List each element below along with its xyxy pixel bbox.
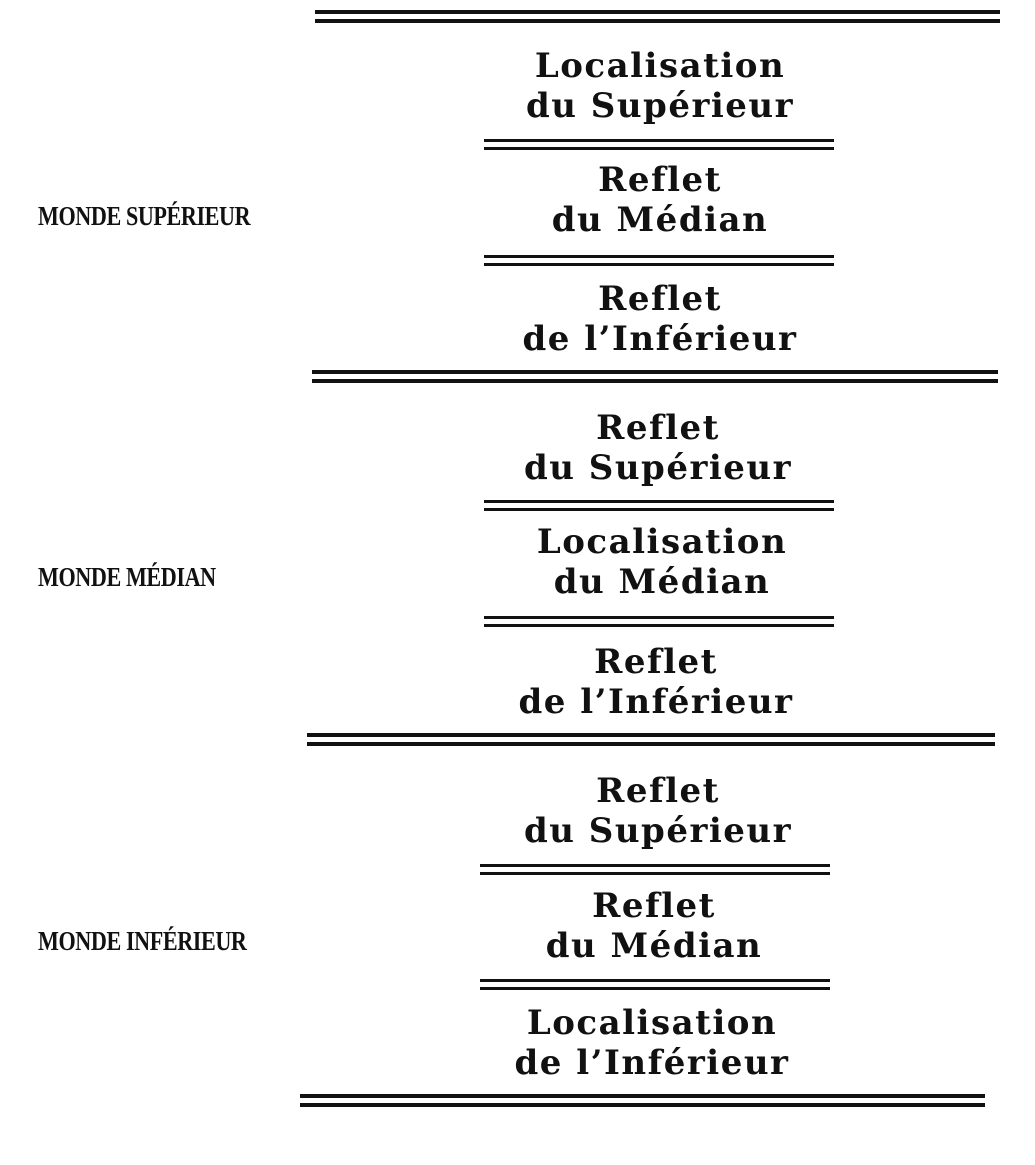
cell-inferieur-3 [452,1003,852,1083]
cell-median-3 [456,642,856,722]
cell-line-1: Localisation [526,1003,778,1043]
rule-superieur-2 [484,255,834,266]
rule-median-1 [484,500,834,511]
cell-superieur-2 [460,160,860,240]
cell-line-2: du Supérieur [523,811,793,851]
cell-line-1: Reflet [596,408,720,448]
cell-line-1: Reflet [596,771,720,811]
world-label-inferieur: MONDE INFÉRIEUR [38,926,247,956]
cell-superieur-1 [460,46,860,126]
cell-line-2: de l’Inférieur [522,319,798,359]
cell-line-1: Reflet [592,886,716,926]
cell-line-2: du Médian [545,926,763,966]
cell-line-2: du Médian [551,200,769,240]
cell-median-1 [458,408,858,488]
cell-inferieur-1 [458,771,858,851]
rule-top [315,10,1000,23]
cell-line-1: Reflet [594,642,718,682]
cell-line-2: du Médian [553,562,771,602]
cell-line-1: Reflet [598,160,722,200]
rule-inferieur-1 [480,864,830,875]
cell-line-1: Localisation [536,522,788,562]
world-label-superieur: MONDE SUPÉRIEUR [38,201,251,231]
rule-median-inferieur [307,733,995,746]
rule-superieur-1 [484,139,834,150]
cell-line-2: du Supérieur [525,86,795,126]
cell-superieur-3 [460,279,860,359]
cell-median-2 [462,522,862,602]
cell-line-1: Reflet [598,279,722,319]
cell-inferieur-2 [454,886,854,966]
rule-inferieur-2 [480,979,830,990]
world-label-median: MONDE MÉDIAN [38,562,216,592]
cell-line-2: de l’Inférieur [514,1043,790,1083]
rule-bottom [300,1094,985,1107]
cell-line-1: Localisation [534,46,786,86]
cell-line-2: de l’Inférieur [518,682,794,722]
rule-median-2 [484,616,834,627]
rule-superieur-median [312,370,998,383]
cell-line-2: du Supérieur [523,448,793,488]
